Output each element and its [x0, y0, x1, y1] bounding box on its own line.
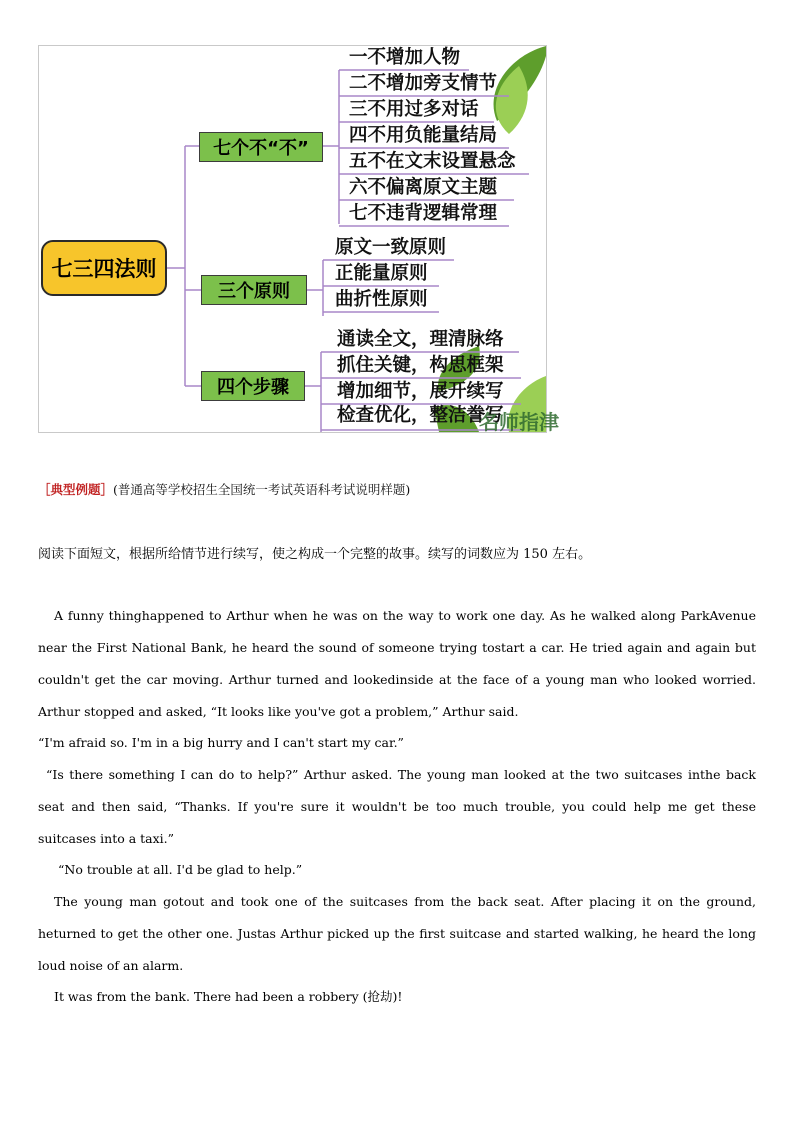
mindmap-item: 一不增加人物 — [349, 47, 461, 68]
branch-seven-nots: 七个不“不” — [199, 132, 323, 162]
mindmap-item: 七不违背逻辑常理 — [349, 203, 498, 224]
example-source: (普通高等学校招生全国统一考试英语科考试说明样题) — [113, 482, 411, 497]
branch-four-steps: 四个步骤 — [201, 371, 305, 401]
mindmap-item: 六不偏离原文主题 — [349, 177, 498, 198]
mindmap-item: 五不在文末设置悬念 — [349, 151, 516, 172]
example-heading — [38, 480, 410, 498]
mindmap-item: 正能量原则 — [335, 263, 428, 284]
watermark: 名师指津 — [479, 410, 559, 434]
mindmap-item: 抓住关键，构思框架 — [337, 355, 504, 376]
mindmap-item: 检查优化，整洁誊写 — [337, 405, 504, 426]
mindmap-item: 原文一致原则 — [335, 237, 447, 258]
mindmap-item: 增加细节，展开续写 — [337, 381, 504, 402]
story-paragraph: It was from the bank. There had been a robbery (抢劫)! — [54, 989, 403, 1004]
story-paragraph: “Is there something I can do to help?” Arthur asked. The young man looked at the two suitcases inthe back seat and then said, “Thanks. If you're sure it wouldn't be too much trouble, you could help me get these suitcases into a taxi.” — [38, 767, 756, 846]
mindmap-item: 通读全文，理清脉络 — [337, 329, 504, 350]
mindmap-figure — [38, 45, 559, 434]
story-paragraph: “No trouble at all. I'd be glad to help.” — [58, 862, 303, 877]
story-paragraph: The young man gotout and took one of the suitcases from the back seat. After placing it on the ground, heturned to get the other one. Justas Arthur picked up the first suitcase and started walking, he heard the long loud noise of an alarm. — [38, 894, 756, 973]
mindmap-item: 曲折性原则 — [335, 289, 428, 310]
story-paragraph: A funny thinghappened to Arthur when he was on the way to work one day. As he walked along ParkAvenue near the First National Bank, he heard the sound of someone trying tostart a car. He tried again and again but couldn't get the car moving. Arthur turned and lookedinside at the face of a young man who looked worried. Arthur stopped and asked, “It looks like you've got a problem,” Arthur said. — [38, 608, 756, 719]
mindmap-item: 二不增加旁支情节 — [349, 73, 498, 94]
mindmap-item: 四不用负能量结局 — [349, 125, 498, 146]
instruction-text: 阅读下面短文，根据所给情节进行续写，使之构成一个完整的故事。续写的词数应为 150 左右。 — [38, 547, 592, 562]
mindmap-item: 三不用过多对话 — [349, 99, 479, 120]
mindmap-root: 七三四法则 — [41, 240, 167, 296]
story-paragraph: “I'm afraid so. I'm in a big hurry and I can't start my car.” — [38, 735, 404, 750]
branch-three-principles: 三个原则 — [201, 275, 307, 305]
example-tag: ［典型例题］ — [38, 482, 114, 497]
